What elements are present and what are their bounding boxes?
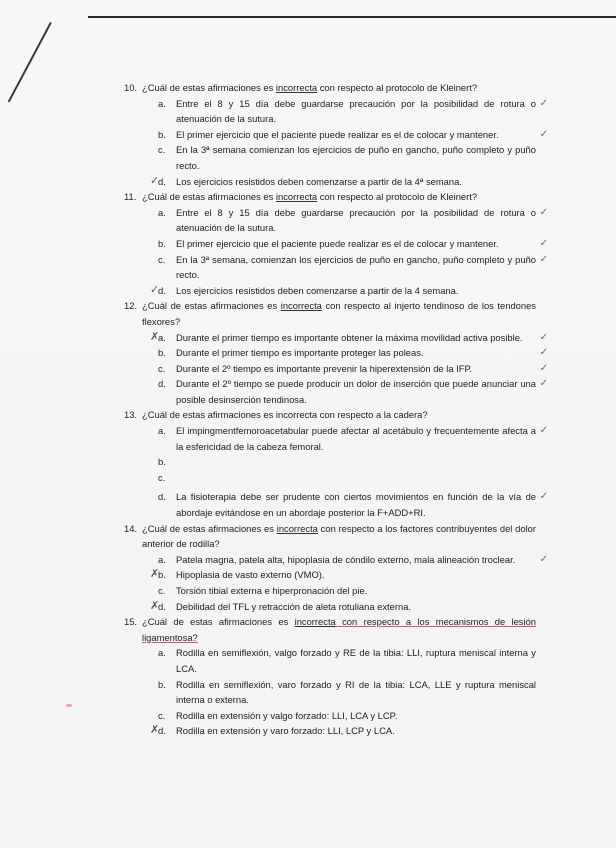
question-14 — [124, 521, 548, 615]
question-list — [124, 80, 548, 739]
option-c: c. En la 3ª semana comienzan los ejercicios de puño en gancho, puño completo y puño recto. — [158, 144, 536, 171]
question-text: ¿Cuál de estas afirmaciones es incorrecta con respecto a los factores contribuyentes del dolor anterior de rodilla? — [142, 522, 536, 550]
option-c: c. Durante el 2º tiempo es importante prevenir la hiperextensión de la IFP. ✓ — [158, 361, 536, 377]
question-text: ¿Cuál de estas afirmaciones es incorrecta con respecto al protocolo de Kleinert? — [142, 82, 478, 93]
option-c: c. — [158, 471, 166, 483]
page-fold-line — [8, 22, 52, 102]
selected-mark-icon: ✗ — [150, 330, 160, 343]
selected-mark-icon: ✗ — [150, 599, 160, 612]
option-a: a. Patela magna, patela alta, hipoplasia de cóndilo externo, mala alineación troclear. ✓ — [158, 552, 536, 568]
question-13 — [124, 407, 548, 520]
question-number: 10. — [124, 82, 138, 93]
option-d: ✓ d. Los ejercicios resistidos deben comenzarse a partir de la 4ª semana. — [158, 174, 536, 190]
check-mark-icon: ✓ — [539, 97, 548, 109]
option-a: a. Entre el 8 y 15 día debe guardarse precaución por la posibilidad de rotura o atenuación de la sutura. ✓ — [158, 206, 548, 234]
page-edge-line — [88, 16, 616, 18]
option-b: b. Durante el primer tiempo es importante proteger las poleas. ✓ — [158, 345, 536, 361]
question-text: ¿Cuál de estas afirmaciones es incorrecta con respecto al injerto tendinoso de los tendones flexores? — [142, 300, 536, 327]
option-d: d. Durante el 2º tiempo se puede producir un dolor de inserción que puede anunciar una posible desinserción tendinosa. ✓ — [158, 378, 548, 405]
question-number: 12. — [124, 300, 138, 312]
option-d: ✗ d. Rodilla en extensión y varo forzado: LLI, LCP y LCA. — [158, 723, 536, 739]
question-number: 11. — [124, 191, 137, 203]
option-b: b. El primer ejercicio que el paciente puede realizar es el de colocar y mantener. ✓ — [158, 236, 536, 252]
ink-smudge — [66, 704, 72, 707]
check-mark-icon: ✓ — [539, 362, 548, 374]
question-number: 13. — [124, 409, 138, 421]
check-mark-icon: ✓ — [539, 237, 548, 249]
check-mark-icon: ✓ — [539, 553, 548, 565]
option-a: ✗ a. Durante el primer tiempo es importante obtener la máxima movilidad activa posible. ✓ — [158, 330, 536, 346]
option-d: ✗ d. Debilidad del TFL y retracción de aleta rotuliana externa. — [158, 599, 536, 615]
option-b: b. — [158, 456, 166, 468]
question-10 — [124, 80, 548, 189]
option-c: c. En la 3ª semana, comienzan los ejercicios de puño en gancho, puño completo y puño recto. ✓ — [158, 253, 548, 281]
selected-mark-icon: ✓ — [150, 174, 160, 187]
option-b: b. El primer ejercicio que el paciente puede realizar es el de colocar y mantener. ✓ — [158, 127, 536, 143]
question-12 — [124, 298, 548, 407]
option-a: a. El impingmentfemoroacetabular puede afectar al acetábulo y frecuentemente afecta a la esfericidad de la cabeza femoral. ✓ — [158, 425, 548, 452]
option-d: d. La fisioterapia debe ser prudente con ciertos movimientos en función de la vía de abordaje evitándose en un abordaje posterior la F+ADD+RI. ✓ — [158, 491, 548, 519]
question-15 — [124, 614, 536, 739]
selected-mark-icon: ✓ — [150, 283, 160, 296]
option-d: ✓ d. Los ejercicios resistidos deben comenzarse a partir de la 4 semana. — [158, 283, 536, 299]
check-mark-icon: ✓ — [539, 378, 548, 390]
check-mark-icon: ✓ — [539, 491, 548, 503]
selected-mark-icon: ✗ — [150, 724, 160, 737]
option-c: c. Torsión tibial externa e hiperpronación del pie. — [158, 585, 368, 596]
question-text: ¿Cuál de estas afirmaciones es incorrecta con respecto a los mecanismos de lesión ligamentosa? — [142, 616, 536, 643]
check-mark-icon: ✓ — [539, 128, 548, 140]
option-c: c. Rodilla en extensión y valgo forzado: LLI, LCA y LCP. — [158, 709, 398, 721]
question-11 — [124, 189, 548, 298]
question-text: ¿Cuál de estas afirmaciones es incorrecta con respecto a la cadera? — [142, 409, 428, 421]
selected-mark-icon: ✗ — [150, 568, 160, 581]
check-mark-icon: ✓ — [539, 347, 548, 359]
question-number: 14. — [124, 522, 138, 534]
check-mark-icon: ✓ — [539, 206, 548, 218]
option-a: a. Entre el 8 y 15 día debe guardarse precaución por la posibilidad de rotura o atenuación de la sutura. ✓ — [158, 97, 548, 125]
option-a: a. Rodilla en semiflexión, valgo forzado y RE de la tibia: LLI, ruptura meniscal interna y LCA. — [158, 647, 536, 674]
question-text: ¿Cuál de estas afirmaciones es incorrecta con respecto al protocolo de Kleinert? — [142, 191, 478, 203]
question-number: 15. — [124, 616, 138, 628]
check-mark-icon: ✓ — [539, 331, 548, 343]
option-b: ✗ b. Hipoplasia de vasto externo (VMO). — [158, 567, 536, 583]
option-b: b. Rodilla en semiflexión, varo forzado y RI de la tibia: LCA, LLE y ruptura meniscal interna o externa. — [158, 678, 536, 706]
check-mark-icon: ✓ — [539, 253, 548, 265]
check-mark-icon: ✓ — [539, 425, 548, 437]
